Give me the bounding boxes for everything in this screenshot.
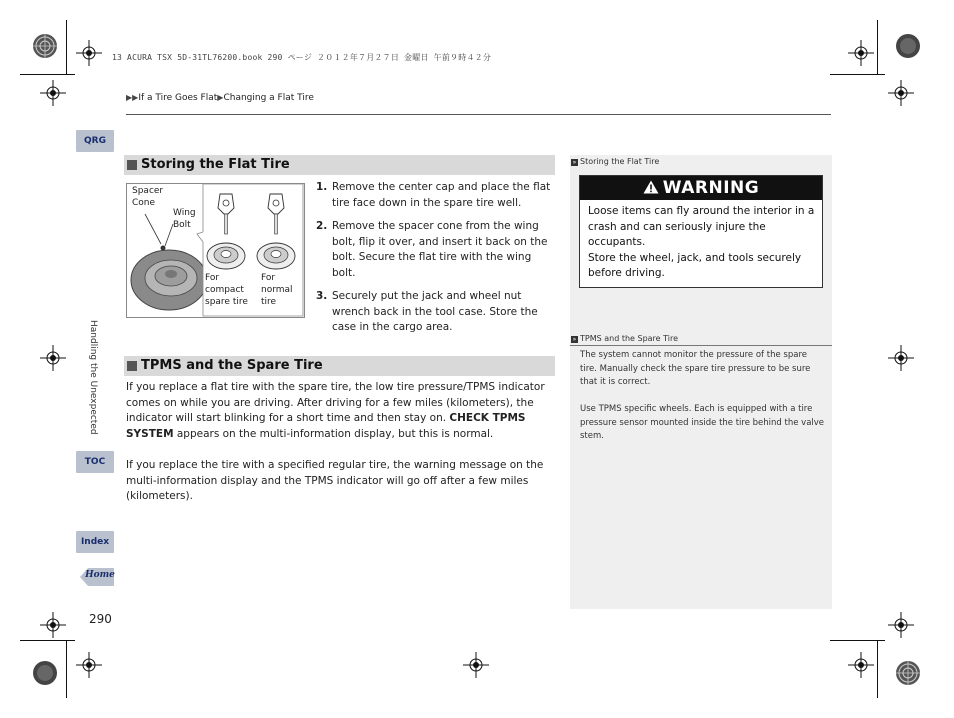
tpms-note-1: The system cannot monitor the pressure of the spare tire. Manually check the spare tire pressure to be sure that it is correct. [580, 350, 811, 387]
warning-text: Loose items can fly around the interior in a crash and can seriously injure the occupants. Store the wheel, jack, and tools securely before driving. [588, 205, 815, 279]
crosshair-mark-icon [40, 345, 66, 371]
reference-box-icon: » [572, 336, 577, 343]
registration-rosette-icon [895, 33, 921, 59]
crosshair-mark-icon [848, 40, 874, 66]
list-item: 2. Remove the spacer cone from the wing bolt, flip it over, and insert it back on the bolt. Secure the flat tire with the wing bolt. [316, 220, 548, 279]
breadcrumb-arrow-icon: ▶ [217, 93, 224, 102]
crosshair-mark-icon [40, 612, 66, 638]
storing-steps-list [316, 180, 556, 344]
warning-box [579, 175, 823, 288]
tpms-note-2: Use TPMS specific wheels. Each is equipped with a tire pressure sensor mounted inside the tire behind the valve stem. [580, 404, 825, 441]
crosshair-mark-icon [848, 652, 874, 678]
section-square-icon [127, 361, 137, 371]
tpms-paragraph-2: If you replace the tire with a specified regular tire, the warning message on the multi-information display and the TPMS indicator will go off after a few miles (kilometers). [126, 459, 544, 502]
crosshair-mark-icon [76, 652, 102, 678]
ref-storing-flat-tire[interactable]: » Storing the Flat Tire [572, 157, 660, 166]
registration-rosette-icon [895, 660, 921, 686]
note-rule [570, 345, 832, 346]
crosshair-mark-icon [888, 345, 914, 371]
section-heading-tpms [124, 356, 555, 376]
chapter-label: Handling the Unexpected [88, 320, 98, 435]
registration-rosette-icon [32, 33, 58, 59]
crosshair-mark-icon [40, 80, 66, 106]
header-rule [126, 114, 831, 115]
warning-title-bar: WARNING [580, 176, 822, 200]
print-file-header: 13 ACURA TSX 5D-31TL76200.book 290 ページ ２０１２年７月２７日 金曜日 午前９時４２分 [112, 53, 492, 62]
qrg-button[interactable]: QRG [76, 130, 114, 152]
crosshair-mark-icon [463, 652, 489, 678]
spacer-cone-label: Spacer Cone [132, 186, 164, 208]
section-title: TPMS and the Spare Tire [141, 358, 323, 373]
breadcrumb [126, 93, 314, 103]
check-tpms-system-message: CHECK TPMS SYSTEM [126, 412, 526, 440]
tpms-paragraph-1: If you replace a flat tire with the spare tire, the low tire pressure/TPMS indicator comes on while you are driving. After driving for a few miles (kilometers), the indicator will start blinking for a short time and then stay on. CHECK TPMS SYSTEM appears on the multi-information display, but this is normal. [126, 381, 545, 440]
index-button[interactable]: Index [76, 531, 114, 553]
section-title: Storing the Flat Tire [141, 157, 290, 172]
wing-bolt-label: Wing Bolt [173, 208, 196, 230]
home-button[interactable] [78, 566, 116, 588]
breadcrumb-item-flat-tire[interactable]: If a Tire Goes Flat [138, 93, 218, 103]
section-square-icon [127, 160, 137, 170]
breadcrumb-item-changing[interactable]: Changing a Flat Tire [223, 93, 314, 103]
registration-rosette-icon [32, 660, 58, 686]
breadcrumb-arrow-icon: ▶▶ [126, 93, 139, 102]
warning-triangle-icon [643, 176, 659, 200]
flat-tire-illustration [126, 183, 305, 318]
crosshair-mark-icon [76, 40, 102, 66]
toc-button[interactable]: TOC [76, 451, 114, 473]
crosshair-mark-icon [888, 612, 914, 638]
list-item: 1. Remove the center cap and place the flat tire face down in the spare tire well. [316, 181, 551, 209]
home-label: Home [85, 570, 115, 580]
ref-tpms-spare-tire[interactable]: » TPMS and the Spare Tire [572, 334, 679, 343]
list-item: 3. Securely put the jack and wheel nut wrench back in the tool case. Store the case in the cargo area. [316, 290, 538, 333]
normal-tire-label: For normal tire [261, 273, 293, 307]
page-number: 290 [89, 612, 112, 626]
reference-box-icon: » [572, 159, 577, 166]
section-heading-storing [124, 155, 555, 175]
crosshair-mark-icon [888, 80, 914, 106]
compact-spare-label: For compact spare tire [205, 273, 248, 307]
